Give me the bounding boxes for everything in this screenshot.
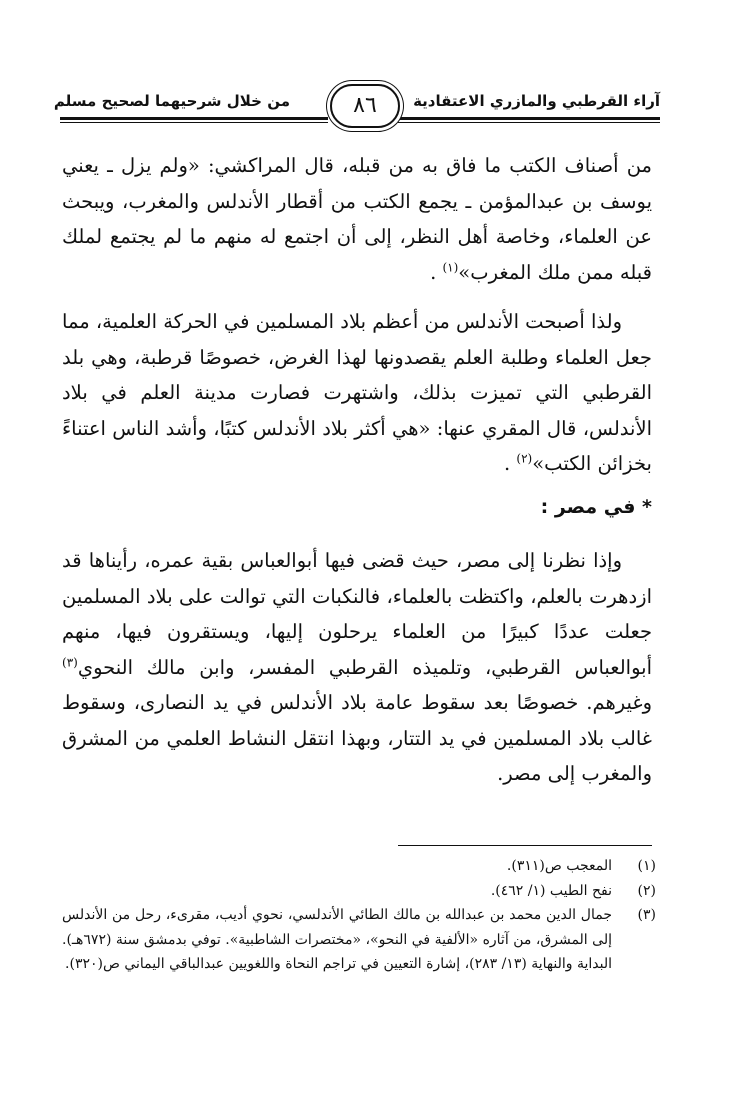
footnotes (62, 854, 656, 977)
book-title: آراء القرطبي والمازري الاعتقادية (413, 92, 660, 110)
paragraph (62, 148, 652, 290)
footnote-text: جمال الدين محمد بن عبدالله بن مالك الطائي الأندلسي، نحوي أديب، مقرىء، رحل من الأندلس إلى المشرق، من آثاره «الألفية في النحو»، «مختصرات الشاطبية». توفي بدمشق سنة (٦٧٢هـ). البداية والنهاية (١٣/ ٢٨٣)، إشارة التعيين في تراجم النحاة واللغويين عبدالباقي اليماني ص(٣٢٠). (62, 907, 612, 972)
footnote-text: المعجب ص(٣١١). (506, 858, 612, 874)
header-rule-right (398, 117, 660, 120)
paragraph-text: وغيرهم. خصوصًا بعد سقوط عامة بلاد الأندلس في يد النصارى، وسقوط غالب بلاد المسلمين في يد التتار، وبهذا انتقل النشاط العلمي من المشرق والمغرب إلى مصر. (62, 691, 652, 785)
paragraph-end: . (504, 452, 511, 475)
footnote (62, 903, 656, 977)
header-rule-left (60, 117, 328, 120)
header-rule-right-thin (398, 122, 660, 123)
header-rule-left-thin (60, 122, 328, 123)
footnote (62, 879, 656, 904)
footnote-ref: (٣) (62, 655, 78, 669)
book-subtitle: من خلال شرحيهما لصحيح مسلم (53, 92, 290, 110)
section-heading: * في مصر : (540, 495, 652, 518)
paragraph-end: . (430, 260, 437, 284)
footnote-ref: (٢) (516, 451, 533, 466)
paragraph-text: من أصناف الكتب ما فاق به من قبله، قال المراكشي: «ولم يزل ـ يعني يوسف بن عبدالمؤمن ـ يجمع الكتب من أقطار الأندلس والمغرب، ويبحث عن العلماء، وخاصة أهل النظر، إلى أن اجتمع له منهم ما لم يجتمع لملك قبله ممن ملك المغرب» (62, 154, 652, 284)
main-text (62, 148, 652, 792)
footnote-mark: (١) (637, 858, 656, 874)
footnote-mark: (٢) (637, 882, 656, 899)
paragraph-text: وإذا نظرنا إلى مصر، حيث قضى فيها أبوالعباس بقية عمره، رأيناها قد ازدهرت بالعلم، واكتظت بالعلماء، فالنكبات التي توالت على بلاد المسلمين جعلت عددًا كبيرًا من العلماء يرحلون إليها، ويستقرون فيها، منهم أبوالعباس القرطبي، وتلميذه القرطبي المفسر، وابن مالك النحوي (62, 549, 652, 679)
footnote-mark: (٣) (637, 907, 656, 923)
footnote-text: نفح الطيب (١/ ٤٦٢). (490, 882, 612, 899)
footnote (62, 854, 656, 879)
footnote-ref: (١) (442, 260, 459, 274)
running-header (53, 82, 660, 132)
paragraph (62, 543, 652, 792)
page-number: ٨٦ (330, 84, 400, 128)
paragraph-text: ولذا أصبحت الأندلس من أعظم بلاد المسلمين في الحركة العلمية، مما جعل العلماء وطلبة العلم يقصدونها لهذا الغرض، خصوصًا قرطبة، وهي بلد القرطبي التي تميزت بذلك، واشتهرت فصارت مدينة العلم في بلاد الأندلس، قال المقري عنها: «هي أكثر بلاد الأندلس كتبًا، وأشد الناس اعتناءً بخزائن الكتب» (62, 310, 652, 475)
footnote-separator (398, 845, 652, 846)
paragraph (62, 304, 652, 482)
